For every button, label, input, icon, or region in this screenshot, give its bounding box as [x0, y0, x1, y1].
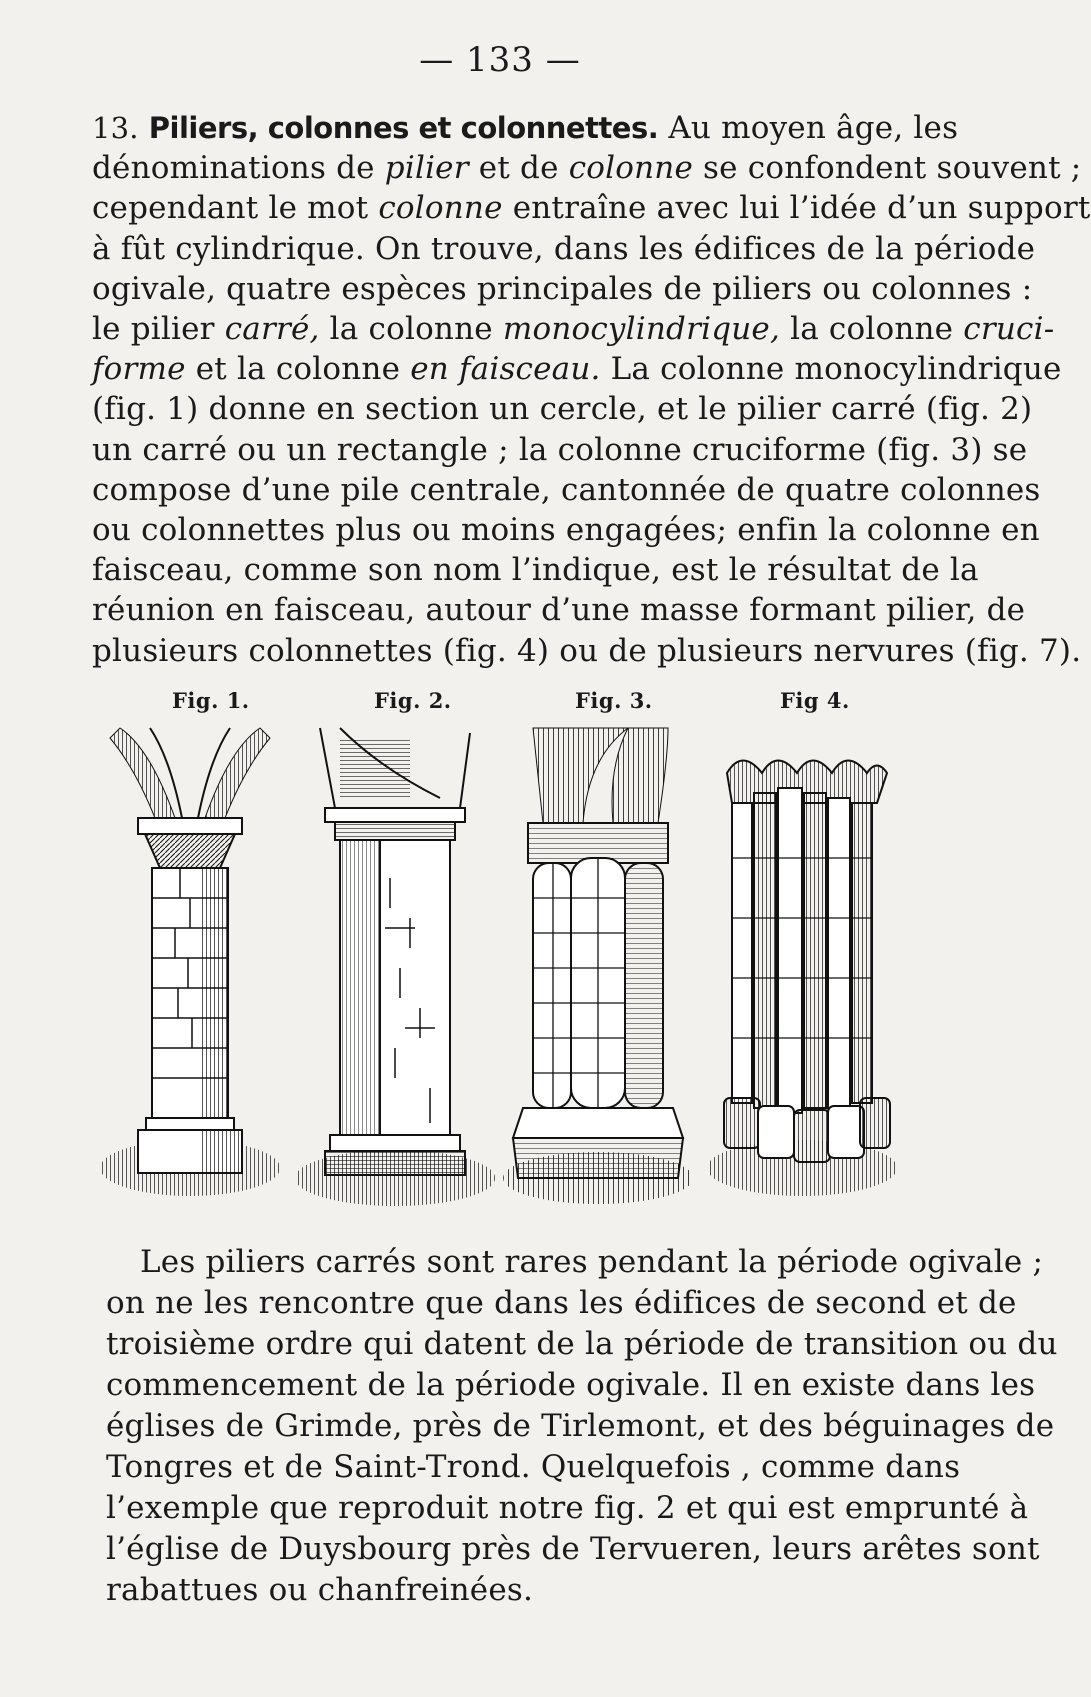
text-line: Tongres et de Saint-Trond. Quelquefois , comme dans [106, 1449, 961, 1485]
text-line: dénominations de pilier et de colonne se confondent souvent ; [92, 150, 1082, 187]
italic-term: forme [92, 351, 186, 388]
italic-term: colonne [568, 150, 693, 187]
text-line: 13. Piliers, colonnes et colonnettes. Au moyen âge, les [92, 110, 959, 146]
text-line: Les piliers carrés sont rares pendant la période ogivale ; [140, 1244, 1044, 1280]
text-line: le pilier carré, la colonne monocylindrique, la colonne cruci- [92, 311, 1055, 348]
page-number: — 133 — [419, 40, 581, 80]
text-line: l’église de Duysbourg près de Tervueren, leurs arêtes sont [106, 1531, 1040, 1567]
italic-term: en faisceau. [410, 351, 601, 388]
italic-term: cruci- [963, 311, 1055, 348]
text-line: ou colonnettes plus ou moins engagées; enfin la colonne en [92, 512, 1040, 549]
text-line: compose d’une pile centrale, cantonnée de quatre colonnes [92, 471, 1041, 508]
italic-term: carré, [224, 311, 320, 348]
italic-term: colonne [378, 190, 503, 227]
fig-2-label: Fig. 2. [374, 688, 452, 713]
text-line: forme et la colonne en faisceau. La colonne monocylindrique [92, 351, 1062, 388]
text-line: commencement de la période ogivale. Il en existe dans les [106, 1367, 1036, 1403]
section-number: 13. [92, 111, 139, 145]
text-line: troisième ordre qui datent de la période de transition ou du [106, 1326, 1058, 1362]
piliers-carres-paragraph [106, 1242, 1058, 1611]
fig-1-column-illustration [90, 728, 290, 1228]
text-line: l’exemple que reproduit notre fig. 2 et qui est emprunté à [106, 1490, 1029, 1526]
text-line: faisceau, comme son nom l’indique, est le résultat de la [92, 552, 979, 589]
fig-4-label: Fig 4. [780, 688, 850, 713]
text-line: rabattues ou chanfreinées. [106, 1572, 534, 1608]
text-line: plusieurs colonnettes (fig. 4) ou de plusieurs nervures (fig. 7). [92, 632, 1082, 669]
text-line: un carré ou un rectangle ; la colonne cruciforme (fig. 3) se [92, 431, 1028, 468]
section-heading: Piliers, colonnes et colonnettes. [148, 111, 659, 145]
text-line: on ne les rencontre que dans les édifices de second et de [106, 1285, 1017, 1321]
text-line: églises de Grimde, près de Tirlemont, et des béguinages de [106, 1408, 1055, 1444]
text-line: à fût cylindrique. On trouve, dans les édifices de la période [92, 230, 1036, 267]
fig-4-clustered-column-illustration [702, 728, 902, 1228]
text-line: réunion en faisceau, autour d’une masse formant pilier, de [92, 592, 1026, 629]
section-13-paragraph [92, 108, 1091, 671]
fig-2-pillar-illustration [290, 728, 500, 1228]
text-line: cependant le mot colonne entraîne avec lui l’idée d’un support [92, 190, 1091, 227]
figures-row [90, 688, 910, 1248]
text-line: ogivale, quatre espèces principales de piliers ou colonnes : [92, 270, 1033, 307]
fig-3-cruciform-column-illustration [498, 728, 698, 1228]
fig-3-label: Fig. 3. [575, 688, 653, 713]
text-line: (fig. 1) donne en section un cercle, et le pilier carré (fig. 2) [92, 391, 1033, 428]
italic-term: monocylindrique, [502, 311, 781, 348]
italic-term: pilier [384, 150, 469, 187]
fig-1-label: Fig. 1. [172, 688, 250, 713]
